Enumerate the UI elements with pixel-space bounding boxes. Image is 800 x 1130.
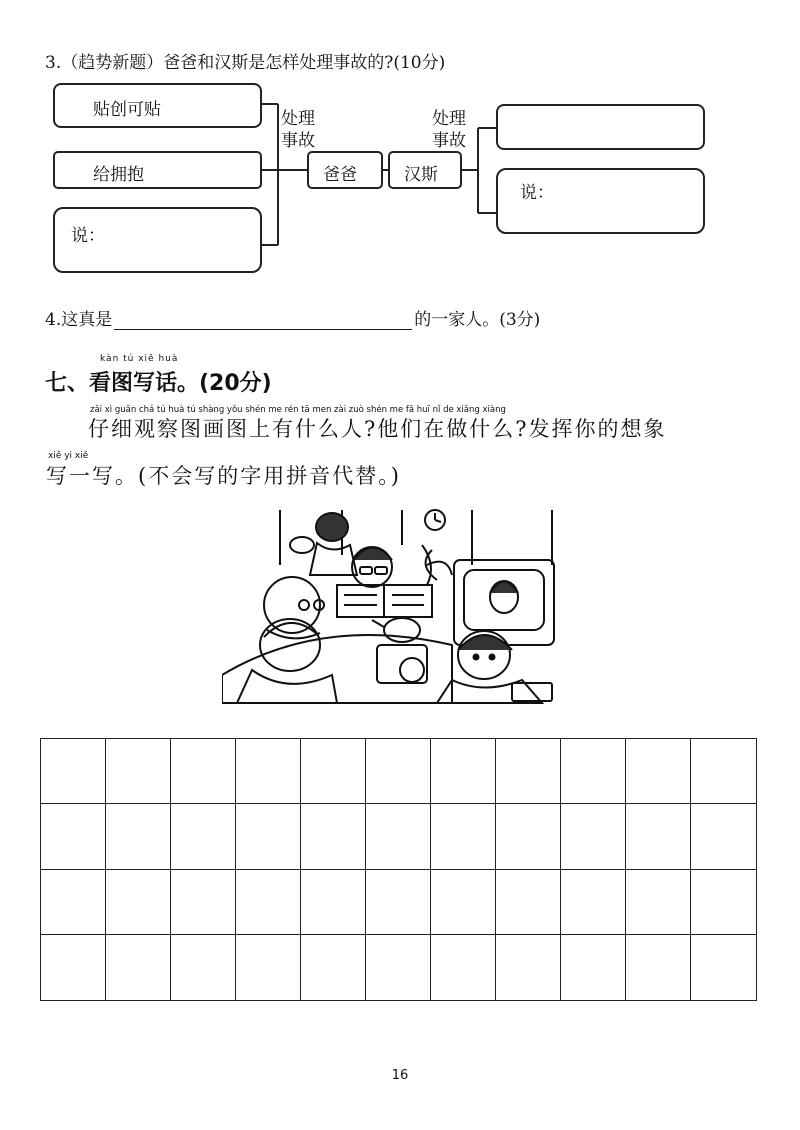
grid-cell[interactable] (106, 739, 171, 804)
center-box-hans (388, 151, 462, 189)
question-4 (45, 305, 540, 330)
grid-cell[interactable] (626, 935, 691, 1000)
grid-cell[interactable] (431, 804, 496, 869)
grid-cell[interactable] (496, 870, 561, 935)
grid-cell[interactable] (561, 739, 626, 804)
grid-cell[interactable] (431, 739, 496, 804)
grid-cell[interactable] (691, 870, 756, 935)
grid-cell[interactable] (41, 870, 106, 935)
center-box-dad (307, 151, 383, 189)
writing-grid[interactable] (40, 738, 757, 1001)
grid-cell[interactable] (106, 804, 171, 869)
grid-cell[interactable] (496, 804, 561, 869)
left-connector-line1: 处理 (281, 109, 315, 129)
grid-cell[interactable] (236, 935, 301, 1000)
grid-cell[interactable] (236, 870, 301, 935)
grid-cell[interactable] (41, 739, 106, 804)
grid-cell[interactable] (561, 935, 626, 1000)
grid-cell[interactable] (236, 739, 301, 804)
grid-cell[interactable] (691, 935, 756, 1000)
right-answer-box-2[interactable] (496, 168, 705, 234)
right-answer-box-1[interactable] (496, 104, 705, 150)
grid-cell[interactable] (301, 935, 366, 1000)
right-connector-line2: 事故 (432, 131, 466, 151)
question-4-prefix: 4.这真是 (45, 310, 113, 330)
left-answer-label: 说： (71, 226, 105, 246)
grid-cell[interactable] (366, 739, 431, 804)
grid-cell[interactable] (431, 935, 496, 1000)
grid-cell[interactable] (171, 935, 236, 1000)
grid-cell[interactable] (496, 739, 561, 804)
grid-cell[interactable] (366, 804, 431, 869)
section-7-heading: 七、看图写话。(20分) (45, 371, 272, 396)
grid-cell[interactable] (301, 870, 366, 935)
grid-cell[interactable] (171, 804, 236, 869)
question-4-blank[interactable] (114, 311, 412, 330)
grid-cell[interactable] (106, 935, 171, 1000)
grid-cell[interactable] (171, 739, 236, 804)
left-answer-box[interactable] (53, 207, 262, 273)
right-connector-line1: 处理 (432, 109, 466, 129)
grid-cell[interactable] (41, 804, 106, 869)
grid-cell[interactable] (301, 804, 366, 869)
center-box-dad-text: 爸爸 (323, 165, 357, 185)
grid-cell[interactable] (691, 739, 756, 804)
instruction-line2: 写一写。(不会写的字用拼音代替。) (46, 464, 401, 488)
left-box-1-text: 贴创可贴 (93, 100, 161, 120)
grid-cell[interactable] (171, 870, 236, 935)
grid-cell[interactable] (691, 804, 756, 869)
section-7-pinyin: kàn tú xiě huà (100, 354, 179, 364)
left-connector-label (281, 108, 315, 152)
grid-cell[interactable] (626, 739, 691, 804)
grid-cell[interactable] (431, 870, 496, 935)
grid-cell[interactable] (496, 935, 561, 1000)
grid-cell[interactable] (366, 870, 431, 935)
grid-cell[interactable] (626, 870, 691, 935)
question-3: 3.（趋势新题）爸爸和汉斯是怎样处理事故的?(10分) (45, 53, 446, 73)
right-connector-label (432, 108, 466, 152)
left-box-1 (53, 83, 262, 128)
grid-cell[interactable] (561, 804, 626, 869)
grid-cell[interactable] (41, 935, 106, 1000)
grid-cell[interactable] (626, 804, 691, 869)
instruction-line2-pinyin: xiě yi xiě (48, 451, 89, 461)
grid-cell[interactable] (236, 804, 301, 869)
left-box-2 (53, 151, 262, 189)
grid-cell[interactable] (561, 870, 626, 935)
instruction-line1: 仔细观察图画图上有什么人?他们在做什么?发挥你的想象 (88, 417, 667, 441)
page-number: 16 (391, 1068, 409, 1083)
family-illustration (222, 505, 572, 705)
grid-cell[interactable] (301, 739, 366, 804)
left-box-2-text: 给拥抱 (93, 165, 144, 185)
instruction-line1-pinyin: zǎi xì guān chá tú huà tú shàng yǒu shén me rén tā men zài zuò shén me fā huī nǐ de xiǎng xiàng (90, 405, 506, 415)
left-connector-line2: 事故 (281, 131, 315, 151)
question-4-suffix: 的一家人。(3分) (414, 310, 541, 330)
center-box-hans-text: 汉斯 (404, 165, 438, 185)
grid-cell[interactable] (366, 935, 431, 1000)
right-answer-label: 说： (520, 183, 554, 203)
grid-cell[interactable] (106, 870, 171, 935)
